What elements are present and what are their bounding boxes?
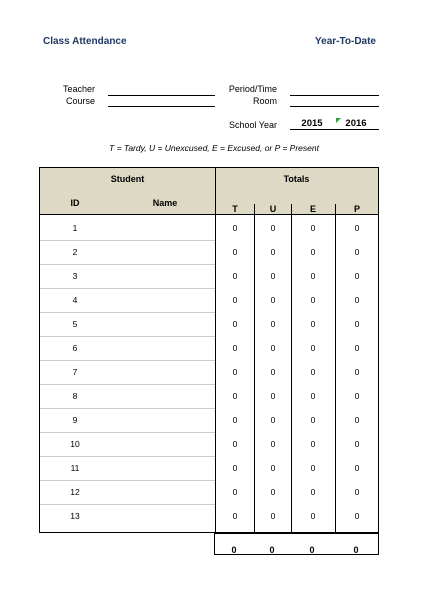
tardy-column-header: T xyxy=(232,204,238,214)
cell-p: 0 xyxy=(354,247,360,257)
cell-t: 0 xyxy=(232,367,238,377)
table-row[interactable] xyxy=(40,312,378,336)
table-row[interactable] xyxy=(40,216,378,240)
present-column-header: P xyxy=(353,204,360,214)
cell-u: 0 xyxy=(270,439,276,449)
cell-t: 0 xyxy=(232,319,238,329)
table-row[interactable] xyxy=(40,456,378,480)
cell-t: 0 xyxy=(232,415,238,425)
cell-e: 0 xyxy=(310,511,316,521)
cell-e: 0 xyxy=(310,367,316,377)
cell-p: 0 xyxy=(354,487,360,497)
cell-p: 0 xyxy=(354,367,360,377)
cell-u: 0 xyxy=(270,223,276,233)
table-row[interactable] xyxy=(40,240,378,264)
cell-p: 0 xyxy=(354,463,360,473)
cell-e: 0 xyxy=(310,295,316,305)
page-title: Class Attendance xyxy=(43,36,127,47)
cell-t: 0 xyxy=(232,271,238,281)
cell-e: 0 xyxy=(310,439,316,449)
cell-u: 0 xyxy=(270,271,276,281)
row-separator xyxy=(40,312,215,313)
table-header xyxy=(40,168,378,215)
cell-e: 0 xyxy=(310,247,316,257)
cell-id: 12 xyxy=(70,487,80,497)
total-present: 0 xyxy=(353,545,359,555)
student-header: Student xyxy=(110,174,145,184)
cell-t: 0 xyxy=(232,511,238,521)
unexcused-column-header: U xyxy=(269,204,277,214)
table-row[interactable] xyxy=(40,288,378,312)
cell-u: 0 xyxy=(270,415,276,425)
cell-p: 0 xyxy=(354,391,360,401)
cell-id: 2 xyxy=(72,247,78,257)
name-column-header: Name xyxy=(152,198,178,208)
cell-p: 0 xyxy=(354,511,360,521)
cell-id: 7 xyxy=(72,367,78,377)
table-row[interactable] xyxy=(40,480,378,504)
cell-e: 0 xyxy=(310,463,316,473)
row-separator xyxy=(40,384,215,385)
teacher-label: Teacher xyxy=(62,84,95,94)
year-end[interactable]: 2016 xyxy=(345,118,367,129)
cell-u: 0 xyxy=(270,391,276,401)
cell-id: 8 xyxy=(72,391,78,401)
total-unexcused: 0 xyxy=(269,545,275,555)
total-excused: 0 xyxy=(309,545,315,555)
table-row[interactable] xyxy=(40,360,378,384)
cell-u: 0 xyxy=(270,295,276,305)
cell-p: 0 xyxy=(354,295,360,305)
cell-id: 4 xyxy=(72,295,78,305)
cell-id: 10 xyxy=(70,439,80,449)
cell-e: 0 xyxy=(310,391,316,401)
cell-t: 0 xyxy=(232,439,238,449)
row-separator xyxy=(40,288,215,289)
total-tardy: 0 xyxy=(231,545,237,555)
totals-header: Totals xyxy=(283,174,310,184)
cell-e: 0 xyxy=(310,487,316,497)
row-separator xyxy=(40,456,215,457)
table-row[interactable] xyxy=(40,504,378,528)
cell-t: 0 xyxy=(232,247,238,257)
cell-p: 0 xyxy=(354,415,360,425)
room-label: Room xyxy=(252,96,277,106)
table-row[interactable] xyxy=(40,432,378,456)
cell-e: 0 xyxy=(310,343,316,353)
cell-t: 0 xyxy=(232,487,238,497)
cell-u: 0 xyxy=(270,487,276,497)
cell-p: 0 xyxy=(354,223,360,233)
row-separator xyxy=(40,504,215,505)
cell-u: 0 xyxy=(270,511,276,521)
cell-id: 11 xyxy=(70,463,80,473)
id-column-header: ID xyxy=(70,198,80,208)
course-label: Course xyxy=(65,96,95,106)
cell-e: 0 xyxy=(310,415,316,425)
row-separator xyxy=(40,480,215,481)
row-separator xyxy=(40,360,215,361)
row-separator xyxy=(40,432,215,433)
cell-p: 0 xyxy=(354,343,360,353)
cell-u: 0 xyxy=(270,367,276,377)
cell-id: 1 xyxy=(72,223,78,233)
cell-id: 6 xyxy=(72,343,78,353)
period-label: Period/Time xyxy=(228,84,277,94)
cell-id: 5 xyxy=(72,319,78,329)
attendance-table xyxy=(39,167,379,533)
row-separator xyxy=(40,408,215,409)
row-separator xyxy=(40,336,215,337)
row-separator xyxy=(40,240,215,241)
cell-e: 0 xyxy=(310,271,316,281)
cell-id: 9 xyxy=(72,415,78,425)
cell-p: 0 xyxy=(354,319,360,329)
room-field[interactable] xyxy=(290,95,379,107)
cell-u: 0 xyxy=(270,319,276,329)
cell-t: 0 xyxy=(232,391,238,401)
row-separator xyxy=(40,264,215,265)
cell-e: 0 xyxy=(310,319,316,329)
cell-id: 13 xyxy=(70,511,80,521)
table-row[interactable] xyxy=(40,408,378,432)
attendance-legend: T = Tardy, U = Unexcused, E = Excused, or P = Present xyxy=(109,143,319,153)
table-row[interactable] xyxy=(40,264,378,288)
year-start[interactable]: 2015 xyxy=(301,118,323,129)
cell-e: 0 xyxy=(310,223,316,233)
cell-t: 0 xyxy=(232,463,238,473)
page-subtitle: Year-To-Date xyxy=(315,36,376,47)
cell-t: 0 xyxy=(232,295,238,305)
cell-t: 0 xyxy=(232,223,238,233)
excused-column-header: E xyxy=(309,204,316,214)
cell-u: 0 xyxy=(270,343,276,353)
table-row[interactable] xyxy=(40,384,378,408)
course-field[interactable] xyxy=(108,95,215,107)
cell-t: 0 xyxy=(232,343,238,353)
cell-u: 0 xyxy=(270,463,276,473)
table-row[interactable] xyxy=(40,336,378,360)
cell-p: 0 xyxy=(354,439,360,449)
school-year-label: School Year xyxy=(228,120,277,130)
cell-u: 0 xyxy=(270,247,276,257)
cell-p: 0 xyxy=(354,271,360,281)
cell-id: 3 xyxy=(72,271,78,281)
